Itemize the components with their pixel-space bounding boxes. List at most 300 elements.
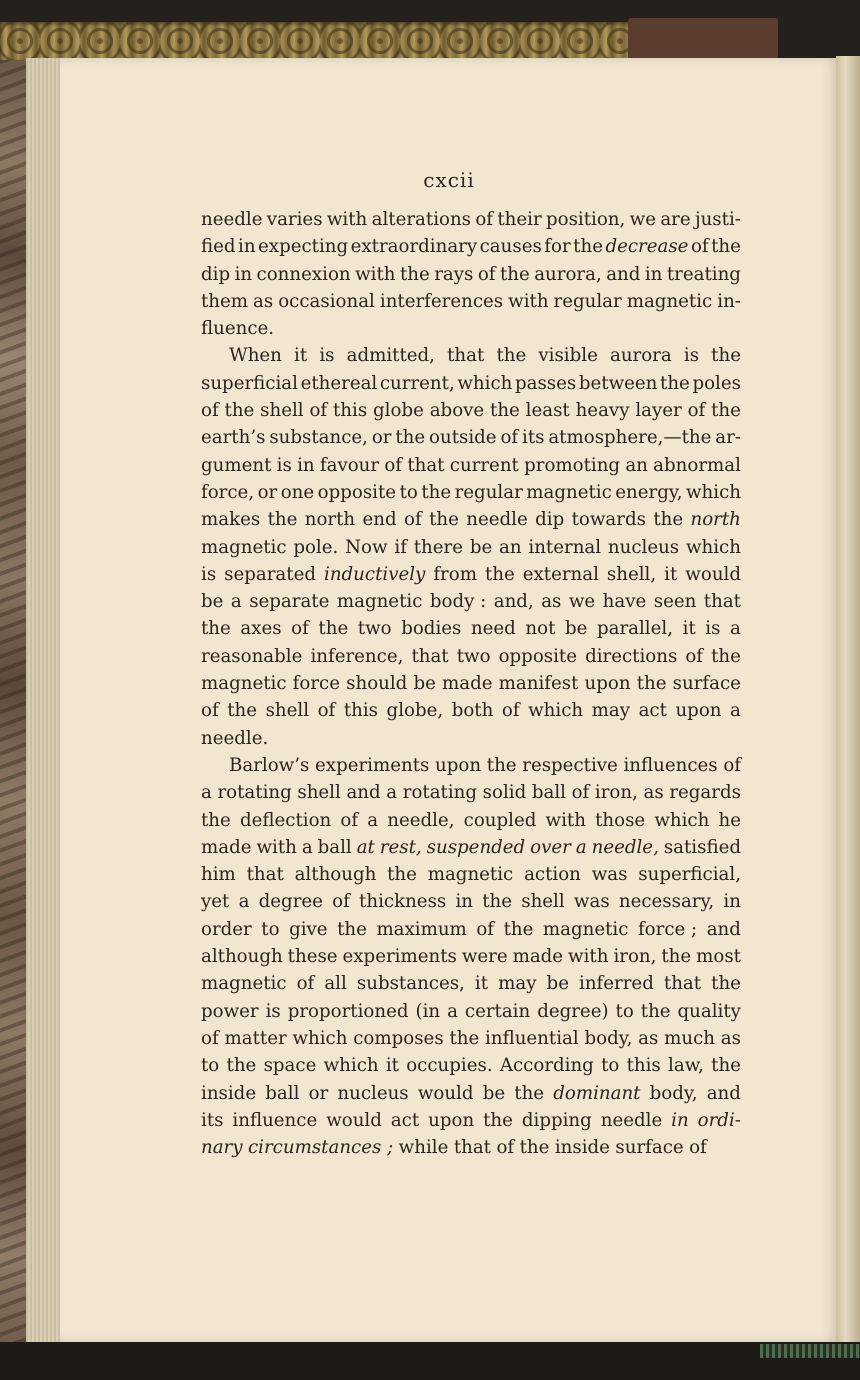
word: a (201, 782, 212, 804)
word: the (496, 345, 527, 367)
word: north (690, 509, 741, 531)
word: surface (615, 1137, 684, 1159)
word: magnetic (201, 973, 287, 995)
word: to (601, 1055, 620, 1077)
word: the (711, 973, 741, 995)
word: ordi- (697, 1109, 741, 1131)
word: that (663, 973, 702, 995)
word: the (514, 1082, 545, 1104)
word: the (636, 673, 667, 695)
word: in (723, 891, 741, 913)
word: the (224, 400, 255, 422)
word: dipping (521, 1109, 592, 1131)
text-line (201, 342, 741, 369)
word: the (399, 263, 430, 285)
word: in (297, 454, 315, 476)
word: justi- (694, 209, 741, 230)
word: be (413, 673, 436, 695)
word: of (685, 645, 704, 667)
text-line (201, 998, 741, 1025)
word: substance, (269, 427, 368, 449)
word: deflection (239, 809, 332, 831)
word: ethereal (300, 372, 378, 394)
word: of (496, 1137, 515, 1159)
page-number: cxcii (423, 168, 475, 192)
word: of (291, 618, 309, 640)
word: decrease (605, 236, 689, 258)
word: this (626, 1055, 661, 1077)
gilt-ornament-band (0, 22, 630, 60)
word: there (413, 536, 463, 558)
word: which (685, 481, 741, 503)
word: order (201, 918, 252, 940)
word: inside (201, 1082, 257, 1104)
word: degree (258, 891, 323, 913)
word: influence (232, 1109, 318, 1131)
word: regular (553, 290, 622, 312)
word: law, (668, 1055, 704, 1077)
word: may (591, 700, 631, 722)
word: expecting (258, 236, 349, 258)
word: in (238, 236, 256, 258)
word: which (685, 536, 741, 558)
word: and (706, 1082, 741, 1104)
word: iron, (613, 946, 657, 968)
word: as (638, 1027, 659, 1049)
word: least (525, 400, 570, 422)
word: to (615, 1000, 634, 1022)
word: magnetic (542, 918, 629, 940)
word: is (319, 345, 335, 367)
word: the (395, 427, 426, 449)
word: a (730, 618, 741, 640)
word: although (294, 864, 377, 886)
word: the (429, 509, 459, 531)
word: the (711, 645, 741, 667)
word: experiments (342, 946, 457, 968)
word: a (386, 782, 398, 804)
text-line (201, 643, 741, 670)
word: the (486, 754, 517, 776)
word: its (201, 1109, 224, 1131)
word: the (227, 700, 258, 722)
word: the (267, 509, 298, 531)
word: these (287, 946, 338, 968)
word: admitted, (346, 345, 435, 367)
word: if (394, 536, 407, 558)
word: between (578, 372, 658, 394)
word: would (417, 1082, 474, 1104)
text-line (201, 1134, 741, 1161)
word: the (490, 400, 520, 422)
word: satisfied (663, 836, 741, 858)
word: separate (249, 591, 330, 613)
word: connexion (256, 263, 351, 285)
word: the (640, 1000, 671, 1022)
word: the (711, 400, 741, 422)
word: of (571, 782, 590, 804)
word: respective (522, 754, 618, 776)
word: inductively (324, 563, 426, 585)
word: proportioned (287, 1000, 409, 1022)
word: abnormal (653, 454, 741, 476)
word: treating (666, 263, 741, 285)
word: nucleus (337, 1082, 409, 1104)
word: may (498, 973, 537, 995)
word: was (573, 891, 610, 913)
word: of (501, 700, 520, 722)
word: nary (201, 1137, 243, 1159)
word: the (337, 918, 367, 940)
word: of (384, 454, 403, 476)
word: end (362, 509, 397, 531)
word: magnetic (201, 673, 287, 695)
word: is (201, 563, 217, 585)
word: occupies. (406, 1055, 493, 1077)
text-line (201, 834, 741, 861)
word: a (447, 1000, 458, 1022)
word: parallel, (596, 618, 673, 640)
word: ball (265, 1082, 300, 1104)
word: pole. (293, 536, 339, 558)
word: a (238, 891, 250, 913)
word: the (484, 563, 515, 585)
word: a (301, 836, 313, 858)
word: of (340, 809, 359, 831)
word: maximum (376, 918, 467, 940)
word: it (294, 345, 308, 367)
text-line (201, 397, 741, 424)
word: be (201, 591, 224, 613)
word: would (685, 563, 741, 585)
word: body, (649, 1082, 698, 1104)
word: which (292, 1027, 348, 1049)
word: passes (514, 372, 577, 394)
word: the (711, 345, 741, 367)
word: shell (265, 700, 310, 722)
word: of (201, 400, 219, 422)
word: upon (435, 754, 482, 776)
word: necessary, (618, 891, 715, 913)
word: of (309, 400, 328, 422)
word: ball (531, 782, 566, 804)
word: the (201, 618, 231, 640)
word: separated (224, 563, 316, 585)
word: and (706, 918, 741, 940)
word: superficial, (638, 864, 741, 886)
word: magnetic (626, 290, 713, 312)
word: in- (717, 290, 741, 312)
text-line (201, 506, 741, 533)
word: is (683, 345, 700, 367)
word: the (449, 1027, 480, 1049)
word: that (703, 591, 741, 613)
word: of (296, 973, 315, 995)
word: superficial (201, 372, 298, 394)
word: magnetic (201, 536, 287, 558)
word: and (606, 263, 641, 285)
word: or (308, 1082, 329, 1104)
word: would (326, 1109, 382, 1131)
word: that (453, 1137, 491, 1159)
word: that (407, 454, 445, 476)
text-line (201, 779, 741, 806)
text-line (201, 670, 741, 697)
word: that (411, 645, 449, 667)
word: fied (201, 236, 236, 258)
word: the (653, 509, 684, 531)
word: magnetic (336, 591, 423, 613)
word: should (346, 673, 408, 695)
word: them (201, 290, 249, 312)
word: in (644, 263, 663, 285)
word: dip (535, 509, 565, 531)
word: the (318, 618, 349, 640)
word: is (276, 454, 292, 476)
word: favour (319, 454, 380, 476)
word: gument (201, 454, 272, 476)
word: fluence. (201, 318, 275, 340)
word: inside (554, 1137, 610, 1159)
word: which (457, 372, 513, 394)
text-line (201, 370, 741, 397)
body-text (201, 206, 741, 1161)
word: outside (429, 427, 497, 449)
word: space (263, 1055, 317, 1077)
text-line (201, 943, 741, 970)
word: he (718, 809, 741, 831)
word: with (545, 809, 586, 831)
word: substances, (356, 973, 465, 995)
word: it (474, 973, 489, 995)
word: layer (635, 400, 682, 422)
word: bodies (401, 618, 462, 640)
word: be (564, 618, 588, 640)
text-line (201, 534, 741, 561)
word: needle. (201, 727, 269, 749)
word: this (333, 400, 368, 422)
word: was (591, 864, 628, 886)
word: aurora (609, 345, 672, 367)
word: dominant (553, 1082, 641, 1104)
word: composes (353, 1027, 444, 1049)
word: position, (545, 209, 626, 230)
word: magnetic (526, 481, 612, 503)
word: action (524, 864, 581, 886)
word: seen (653, 591, 697, 613)
word: extraordinary (350, 236, 478, 258)
word: ball (317, 836, 352, 858)
word: their (497, 209, 542, 230)
word: power (201, 1000, 259, 1022)
word: occasional (278, 290, 375, 312)
text-line (201, 970, 741, 997)
text-line (201, 615, 741, 642)
word: of (690, 236, 709, 258)
word: the (519, 1137, 550, 1159)
word: coupled (463, 809, 537, 831)
word: while (398, 1137, 449, 1159)
word: inferred (579, 973, 654, 995)
word: influential (485, 1027, 579, 1049)
word: above (429, 400, 485, 422)
text-line (201, 233, 741, 260)
word: to (261, 918, 280, 940)
word: suspended (426, 836, 526, 858)
text-line (201, 206, 741, 233)
word: (in (415, 1000, 441, 1022)
word: thickness (359, 891, 447, 913)
word: two (357, 618, 392, 640)
word: as (253, 290, 274, 312)
word: upon (675, 700, 722, 722)
word: opposite (498, 645, 577, 667)
word: to (201, 1055, 220, 1077)
word: is (705, 618, 721, 640)
word: as (643, 782, 664, 804)
page-stack-edge (26, 58, 62, 1348)
word: inference, (310, 645, 404, 667)
word: body, (584, 1027, 633, 1049)
word: of (723, 754, 741, 776)
book-cover-corner (628, 18, 778, 62)
word: circumstances ; (247, 1137, 394, 1159)
word: regards (669, 782, 741, 804)
word: shell (297, 782, 341, 804)
word: from (433, 563, 477, 585)
word: ar- (715, 427, 741, 449)
word: with (355, 263, 396, 285)
word: globe (373, 400, 424, 422)
word: dip (201, 263, 231, 285)
word: solid (482, 782, 527, 804)
word: that (447, 345, 485, 367)
text-line (201, 807, 741, 834)
word: in (671, 1109, 689, 1131)
word: or (257, 481, 278, 503)
word: shell, (606, 563, 657, 585)
word: current (449, 454, 519, 476)
text-line (201, 916, 741, 943)
word: the (201, 809, 231, 831)
text-line (201, 288, 741, 315)
word: influences (623, 754, 718, 776)
text-line (201, 752, 741, 779)
word: an (625, 454, 648, 476)
word: regular (454, 481, 523, 503)
text-line (201, 1107, 741, 1134)
word: varies (266, 209, 323, 230)
word: matter (224, 1027, 287, 1049)
word: it (682, 618, 696, 640)
word: with (326, 209, 368, 230)
word: atmosphere,—the (548, 427, 712, 449)
word: opposite (317, 481, 397, 503)
word: which (323, 1055, 379, 1077)
word: which (654, 809, 710, 831)
word: a (367, 809, 379, 831)
word: one (280, 481, 315, 503)
word: interferences (379, 290, 504, 312)
word: much (664, 1027, 715, 1049)
word: force, (201, 481, 255, 503)
word: not (525, 618, 556, 640)
marbled-edge (0, 60, 28, 1360)
word: we (568, 591, 596, 613)
word: both (451, 700, 494, 722)
word: axes (240, 618, 282, 640)
word: need (470, 618, 516, 640)
word: needle, (591, 836, 659, 858)
word: this (343, 700, 378, 722)
word: made (512, 946, 564, 968)
word: the (387, 864, 417, 886)
word: or (371, 427, 392, 449)
word: in (234, 263, 253, 285)
word: energy, (615, 481, 683, 503)
word: be (482, 1082, 506, 1104)
word: the (483, 1109, 513, 1131)
word: causes (479, 236, 542, 258)
word: needle (201, 209, 263, 230)
word: aurora, (534, 263, 602, 285)
text-line (201, 1025, 741, 1052)
word: with (568, 946, 609, 968)
word: quality (677, 1000, 741, 1022)
page-right-edge (836, 56, 860, 1356)
word: although (201, 946, 283, 968)
word: the (421, 481, 452, 503)
word: of (477, 263, 496, 285)
word: current, (379, 372, 455, 394)
word: magnetic (427, 864, 514, 886)
word: over (530, 836, 571, 858)
word: made (201, 836, 252, 858)
word: of (201, 700, 219, 722)
word: rays (434, 263, 474, 285)
word: most (696, 946, 741, 968)
word: an (499, 536, 522, 558)
word: north (304, 509, 356, 531)
word: external (522, 563, 599, 585)
word: that (246, 864, 284, 886)
text-line (201, 261, 741, 288)
word: the (660, 372, 690, 394)
word: and (346, 782, 381, 804)
word: have (602, 591, 647, 613)
text-line (201, 725, 741, 752)
word: the (661, 946, 692, 968)
word: give (289, 918, 328, 940)
word: iron, (594, 782, 638, 804)
word: is (265, 1000, 281, 1022)
word: of (687, 400, 706, 422)
word: yet (201, 891, 230, 913)
word: at (356, 836, 375, 858)
word: which (528, 700, 584, 722)
word: manifest (498, 673, 579, 695)
word: it (385, 1055, 399, 1077)
bottom-cover-band (0, 1342, 860, 1380)
word: According (499, 1055, 594, 1077)
word: internal (528, 536, 602, 558)
word: Now (345, 536, 388, 558)
word: act (390, 1109, 420, 1131)
text-line (201, 588, 741, 615)
word: those (595, 809, 646, 831)
word: him (201, 864, 236, 886)
word: shell (260, 400, 304, 422)
